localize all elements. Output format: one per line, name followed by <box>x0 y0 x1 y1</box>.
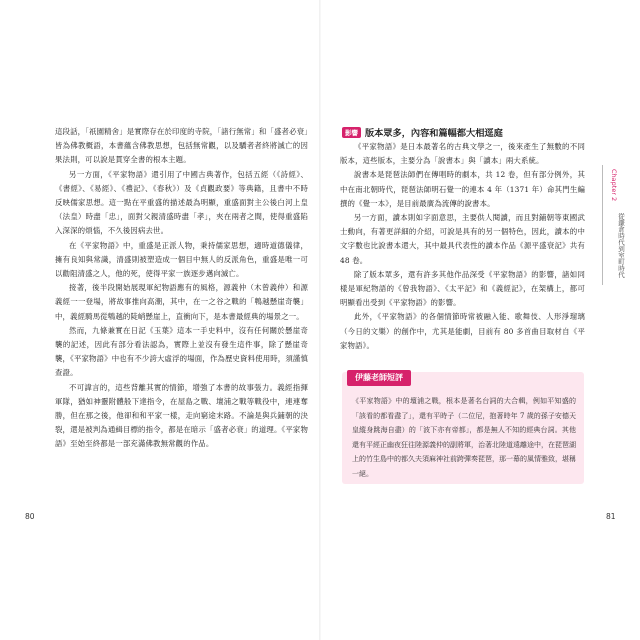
paragraph: 在《平家物語》中，重盛是正派人物，秉持儒家思想，適時道德儀律，擁有良知與常識，清盛則被塑造成一個目中無人的反派角色，重盛是唯一可以勸阻清盛之人，他的死，使得平家一族逐步邁向滅亡。 <box>55 240 308 279</box>
section-tag: 影響 <box>342 127 361 138</box>
paragraph: 另一方面，讀本則如字面意思，主要供人閱讀，而且對鋪朝等東國武士動向，有著更詳細的介紹，可說是具有的另一個特色，因此，讀本的中文字數也比說書本還大，其中最具代表性的讀本作品《源平盛衰記》共有 48 卷。 <box>340 213 585 265</box>
paragraph: 此外，《平家物語》的各個情節時常被融入能、歌舞伎、人形淨瑠璃（今日的文樂）的創作中，尤其是能劇，目前有 80 多首曲目取材自《平家物語》。 <box>340 312 585 350</box>
paragraph: 不可諱言的，這些背離其實的情節，增強了本書的故事張力。義經指揮軍隊，猶如神靈附體般下達指令，在屋島之戰、壇浦之戰等戰役中，連連奪勝，但在那之後，他卻和和平家一樣，走向窮途末路。不論是與兵鋪朝的決裂，還是被判為通緝目標的指令，都是在暗示「盛者必衰」的道理。《平家物語》至始至終都是一部充滿佛教無常觀的作品。 <box>55 382 308 449</box>
paragraph: 另一方面，《平家物語》還引用了中國古典著作，包括五經（《詩經》、《書經》、《易經》、《禮記》、《春秋》）及《貞觀政要》等典籍，且書中不時反映儒家思想。這一點在平重盛的描述最為明顯，重盛面對主公後白河上皇（法皇）時盡「忠」，面對父親清盛時盡「孝」，夾在兩者之間，使得重盛陷入深深的煩惱，不久後因病去世。 <box>55 169 308 236</box>
paragraph: 這段話，「祇園精舍」是實際存在於印度的寺院，「諸行無常」和「盛者必衰」皆為佛教概語，本書蘊含佛教思想，包括無常觀，以及驕者者終將滅亡的因果法則，可以說是貫穿全書的根本主題。 <box>55 127 308 165</box>
teacher-comment-box <box>342 372 584 484</box>
paragraph: 然而，九條兼實在日記《玉葉》這本一手史料中，沒有任何關於懸崖奇襲的記述，因此有部分看法認為，實際上並沒有發生這件事，除了懸崖奇襲，《平家物語》中也有不少誇大虛浮的場面，作為歷史資料使用時，須謹慎查證。 <box>55 325 308 378</box>
left-body-text <box>55 125 308 452</box>
page-number-right: 81 <box>606 512 616 521</box>
section-heading <box>340 125 585 139</box>
teacher-comment-text: 《平家物語》中的壇浦之戰，根本是著名台詞的大合輯，例如平知盛的「該看的都看盡了」，還有平時子（二位尼，抱著時年 7 歲的孫子安德天皇縱身跳海自盡）的「波下亦有帝都」，都是無人不知的經典台詞。其他還有平經正幽夜狂往陸源義仲的副將軍，治著北陸道遠離途中，在琵琶湖上的竹生島中的都久夫須麻神社前跨彈奏琵琶，那一幕的風情雅致，堪稱一絕。 <box>352 397 576 478</box>
right-body-text <box>340 125 585 353</box>
paragraph: 《平家物語》是日本最著名的古典文學之一，後來產生了無數的不同版本，這些版本，主要分為「說書本」與「讀本」兩大系統。 <box>340 142 585 166</box>
paragraph: 接著，後半段開始展現軍紀物語應有的風格，源義仲（木曾義仲）和源義經一一登場，將故事推向高潮，其中，在一之谷之戰的「鵯越懸崖奇襲」中，義經騎馬從鵯越的陡峭懸崖上，直衝向下，是本書最經典的場景之一。 <box>55 283 308 321</box>
teacher-comment-title: 伊藤老師短評 <box>347 370 411 386</box>
chapter-label: Chapter 2 <box>610 169 618 202</box>
page-number-left: 80 <box>25 512 35 521</box>
paragraph: 說書本是琵琶法師們在傳唱時的劇本，共 12 卷，但有部分例外，其中在南北朝時代，琵琶法師明石覺一的連本 4 年（1371 年）命其門生編撰的《覺一本》，是目前最廣為流傳的說書本。 <box>340 170 585 208</box>
chapter-side-tab <box>602 165 627 285</box>
section-title: 版本眾多，內容和篇幅都大相逕庭 <box>365 128 503 139</box>
paragraph: 除了版本眾多，還有許多其他作品深受《平家物語》的影響，諸如同樣是軍紀物語的《曾我物語》、《太平記》和《義經記》，在架構上，都可明顯看出受到《平家物語》的影響。 <box>340 269 585 308</box>
chapter-title: 從鎌倉時代到室町時代 <box>617 213 625 278</box>
